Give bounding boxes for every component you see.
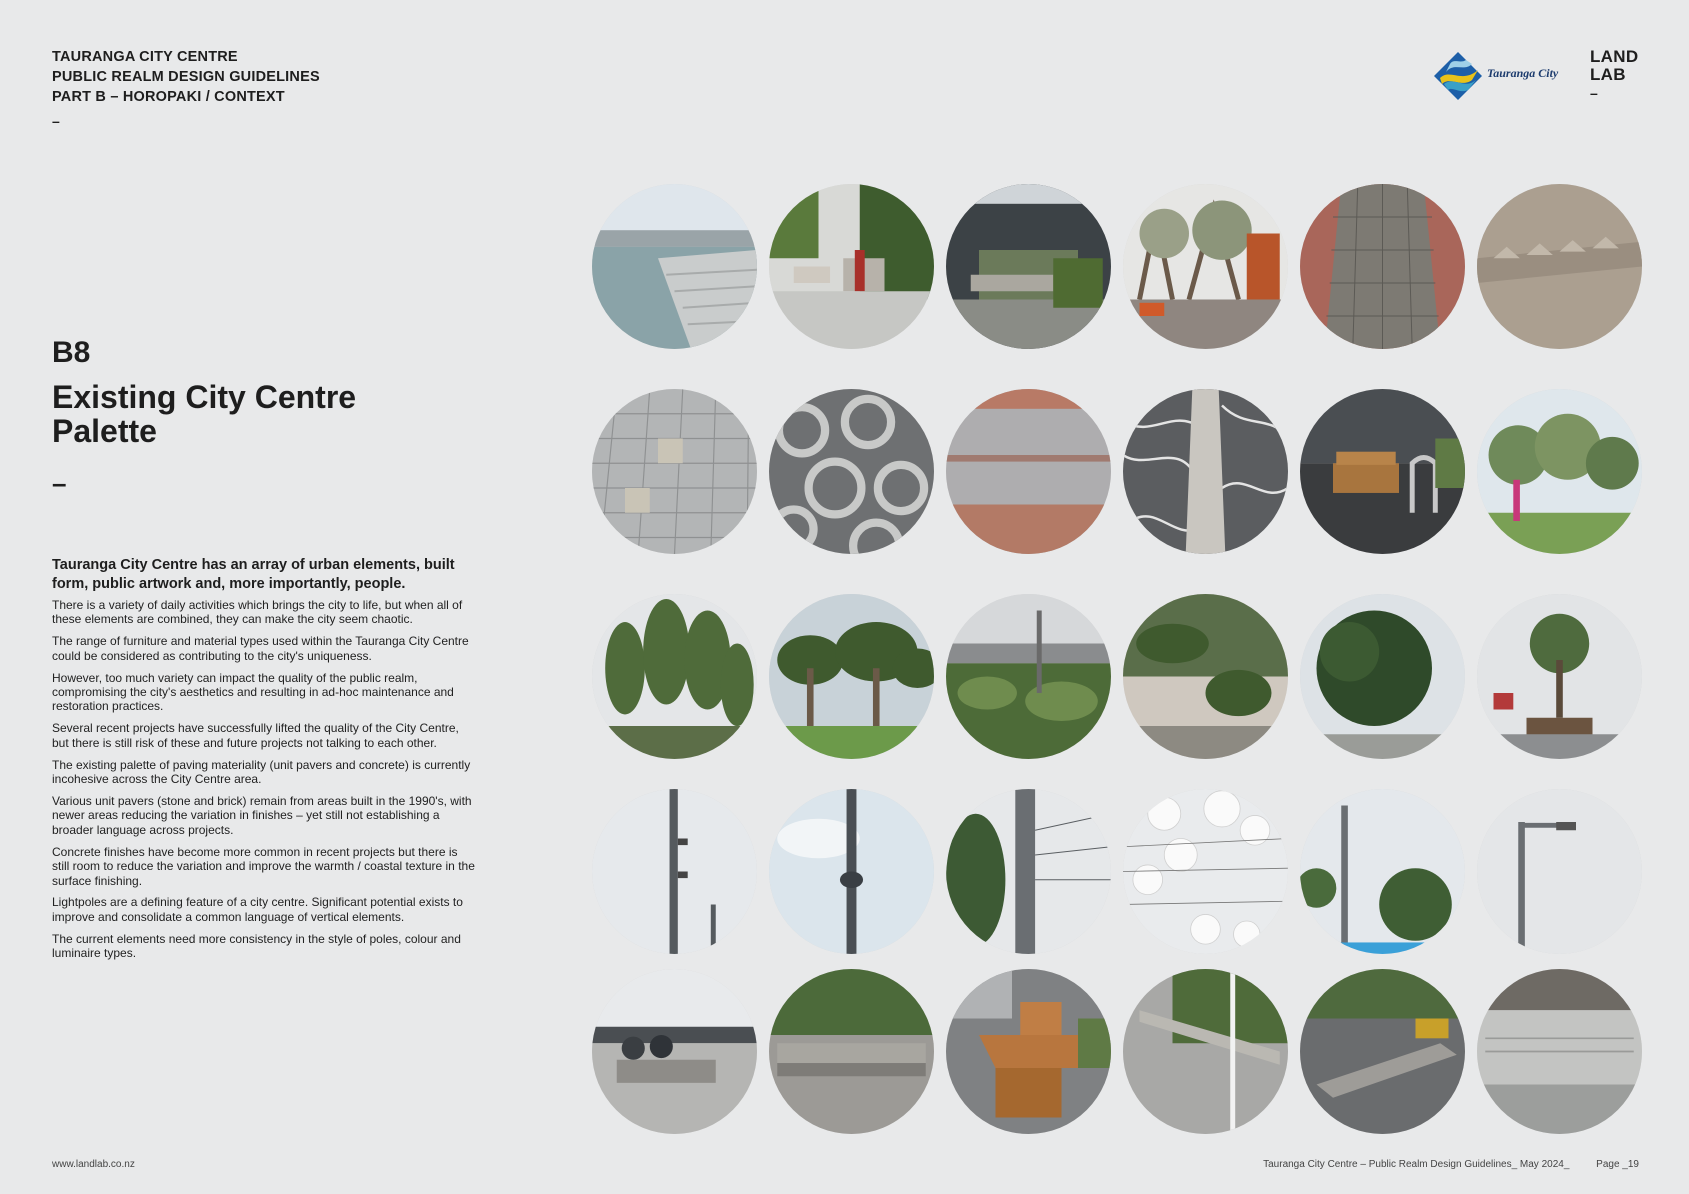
paragraph: There is a variety of daily activities which brings the city to life, but when all of these elements are combined, they can make the city seem chaotic. bbox=[52, 598, 463, 627]
photo-pohutukawa-tree bbox=[1300, 594, 1465, 759]
section-dash: – bbox=[52, 468, 67, 498]
footer-meta bbox=[1239, 1159, 1639, 1170]
photo-bench-bike-stand bbox=[1300, 389, 1465, 554]
tauranga-city-logo bbox=[1432, 50, 1562, 105]
photo-timber-lounger-bench bbox=[946, 969, 1111, 1134]
photo-brick-cobble-paving bbox=[1300, 184, 1465, 349]
paragraph: The existing palette of paving materiality (unit pavers and concrete) is currently incohesive across the City Centre area. bbox=[52, 757, 471, 787]
photo-long-concrete-bench bbox=[1123, 969, 1288, 1134]
paragraph: Concrete finishes have become more common in recent projects but there is still room to reduce the variation and improve the warmth / coastal texture in the surface finishing. bbox=[52, 844, 475, 888]
paragraph: Lightpoles are a defining feature of a city centre. Significant potential exists to improve and consolidate a common language of vertical elements. bbox=[52, 895, 463, 924]
photo-bench-shopfront bbox=[946, 184, 1111, 349]
footer-page-number: Page _19 bbox=[1596, 1159, 1639, 1170]
photo-inscribed-concrete-wall bbox=[1477, 969, 1642, 1134]
photo-lightpole-speaker bbox=[769, 789, 934, 954]
photo-lightpole-tree bbox=[1300, 789, 1465, 954]
landlab-line-2: LAB bbox=[1590, 65, 1626, 84]
header-line-1: TAURANGA CITY CENTRE bbox=[52, 49, 238, 65]
photo-timber-bench-planting bbox=[769, 969, 934, 1134]
paragraph: The range of furniture and material types used within the Tauranga City Centre could be considered as contributing to the city's uniqueness. bbox=[52, 634, 469, 663]
paragraph: The current elements need more consistency in the style of poles, colour and luminaire types. bbox=[52, 931, 461, 961]
header-line-2: PUBLIC REALM DESIGN GUIDELINES bbox=[52, 69, 320, 85]
body-text bbox=[52, 598, 477, 968]
photo-street-tree-planter bbox=[1477, 594, 1642, 759]
tauranga-diamond-icon bbox=[1432, 50, 1484, 102]
photo-wave-mosaic-paving bbox=[769, 389, 934, 554]
photo-waterfront-steps bbox=[592, 184, 757, 349]
photo-street-trees bbox=[1123, 184, 1288, 349]
landlab-logo bbox=[1590, 48, 1638, 102]
photo-lightpole-cctv bbox=[592, 789, 757, 954]
footer-document-title: Tauranga City Centre – Public Realm Design Guidelines_ May 2024_ bbox=[1263, 1159, 1570, 1170]
photo-decorative-pole-wires bbox=[946, 789, 1111, 954]
photo-streetside-planting bbox=[946, 594, 1111, 759]
footer-website: www.landlab.co.nz bbox=[52, 1159, 135, 1170]
tauranga-city-wordmark: Tauranga City bbox=[1487, 66, 1559, 80]
photo-pattern-paving bbox=[1477, 184, 1642, 349]
section-title: Existing City Centre Palette bbox=[52, 379, 357, 449]
paragraph: However, too much variety can impact the quality of the public realm, compromising the city's aesthetics and resulting in ad-hoc maintenance and restoration practices. bbox=[52, 670, 454, 714]
photo-streetlight-head bbox=[1477, 789, 1642, 954]
header-dash: – bbox=[52, 113, 60, 129]
photo-concrete-brick-strip bbox=[946, 389, 1111, 554]
photo-palms-park bbox=[1477, 389, 1642, 554]
paragraph: Various unit pavers (stone and brick) remain from areas built in the 1990's, with newer areas reducing the variation in finishes – yet still not establishing a broader language across projects. bbox=[52, 793, 472, 837]
paragraph: Several recent projects have successfully lifted the quality of the City Centre, but there is still risk of these and future projects not talking to each other. bbox=[52, 721, 459, 750]
landlab-dash: – bbox=[1590, 85, 1598, 101]
photo-grid bbox=[592, 184, 1642, 1134]
photo-palm-trees-waterfront bbox=[769, 594, 934, 759]
section-code: B8 bbox=[52, 336, 91, 369]
photo-globe-lights-artwork bbox=[1123, 789, 1288, 954]
photo-palm-planter bbox=[1123, 594, 1288, 759]
document-header bbox=[52, 47, 320, 129]
photo-timber-platform-seat bbox=[1300, 969, 1465, 1134]
photo-contour-paving bbox=[1123, 389, 1288, 554]
header-line-3: PART B – HOROPAKI / CONTEXT bbox=[52, 89, 285, 105]
intro-statement: Tauranga City Centre has an array of urban elements, built form, public artwork and, more importantly, people. bbox=[52, 557, 455, 592]
photo-seating-planting bbox=[769, 184, 934, 349]
photo-concrete-bench-people bbox=[592, 969, 757, 1134]
landlab-line-1: LAND bbox=[1590, 47, 1639, 66]
photo-grey-pavers bbox=[592, 389, 757, 554]
photo-dracaena-tree bbox=[592, 594, 757, 759]
